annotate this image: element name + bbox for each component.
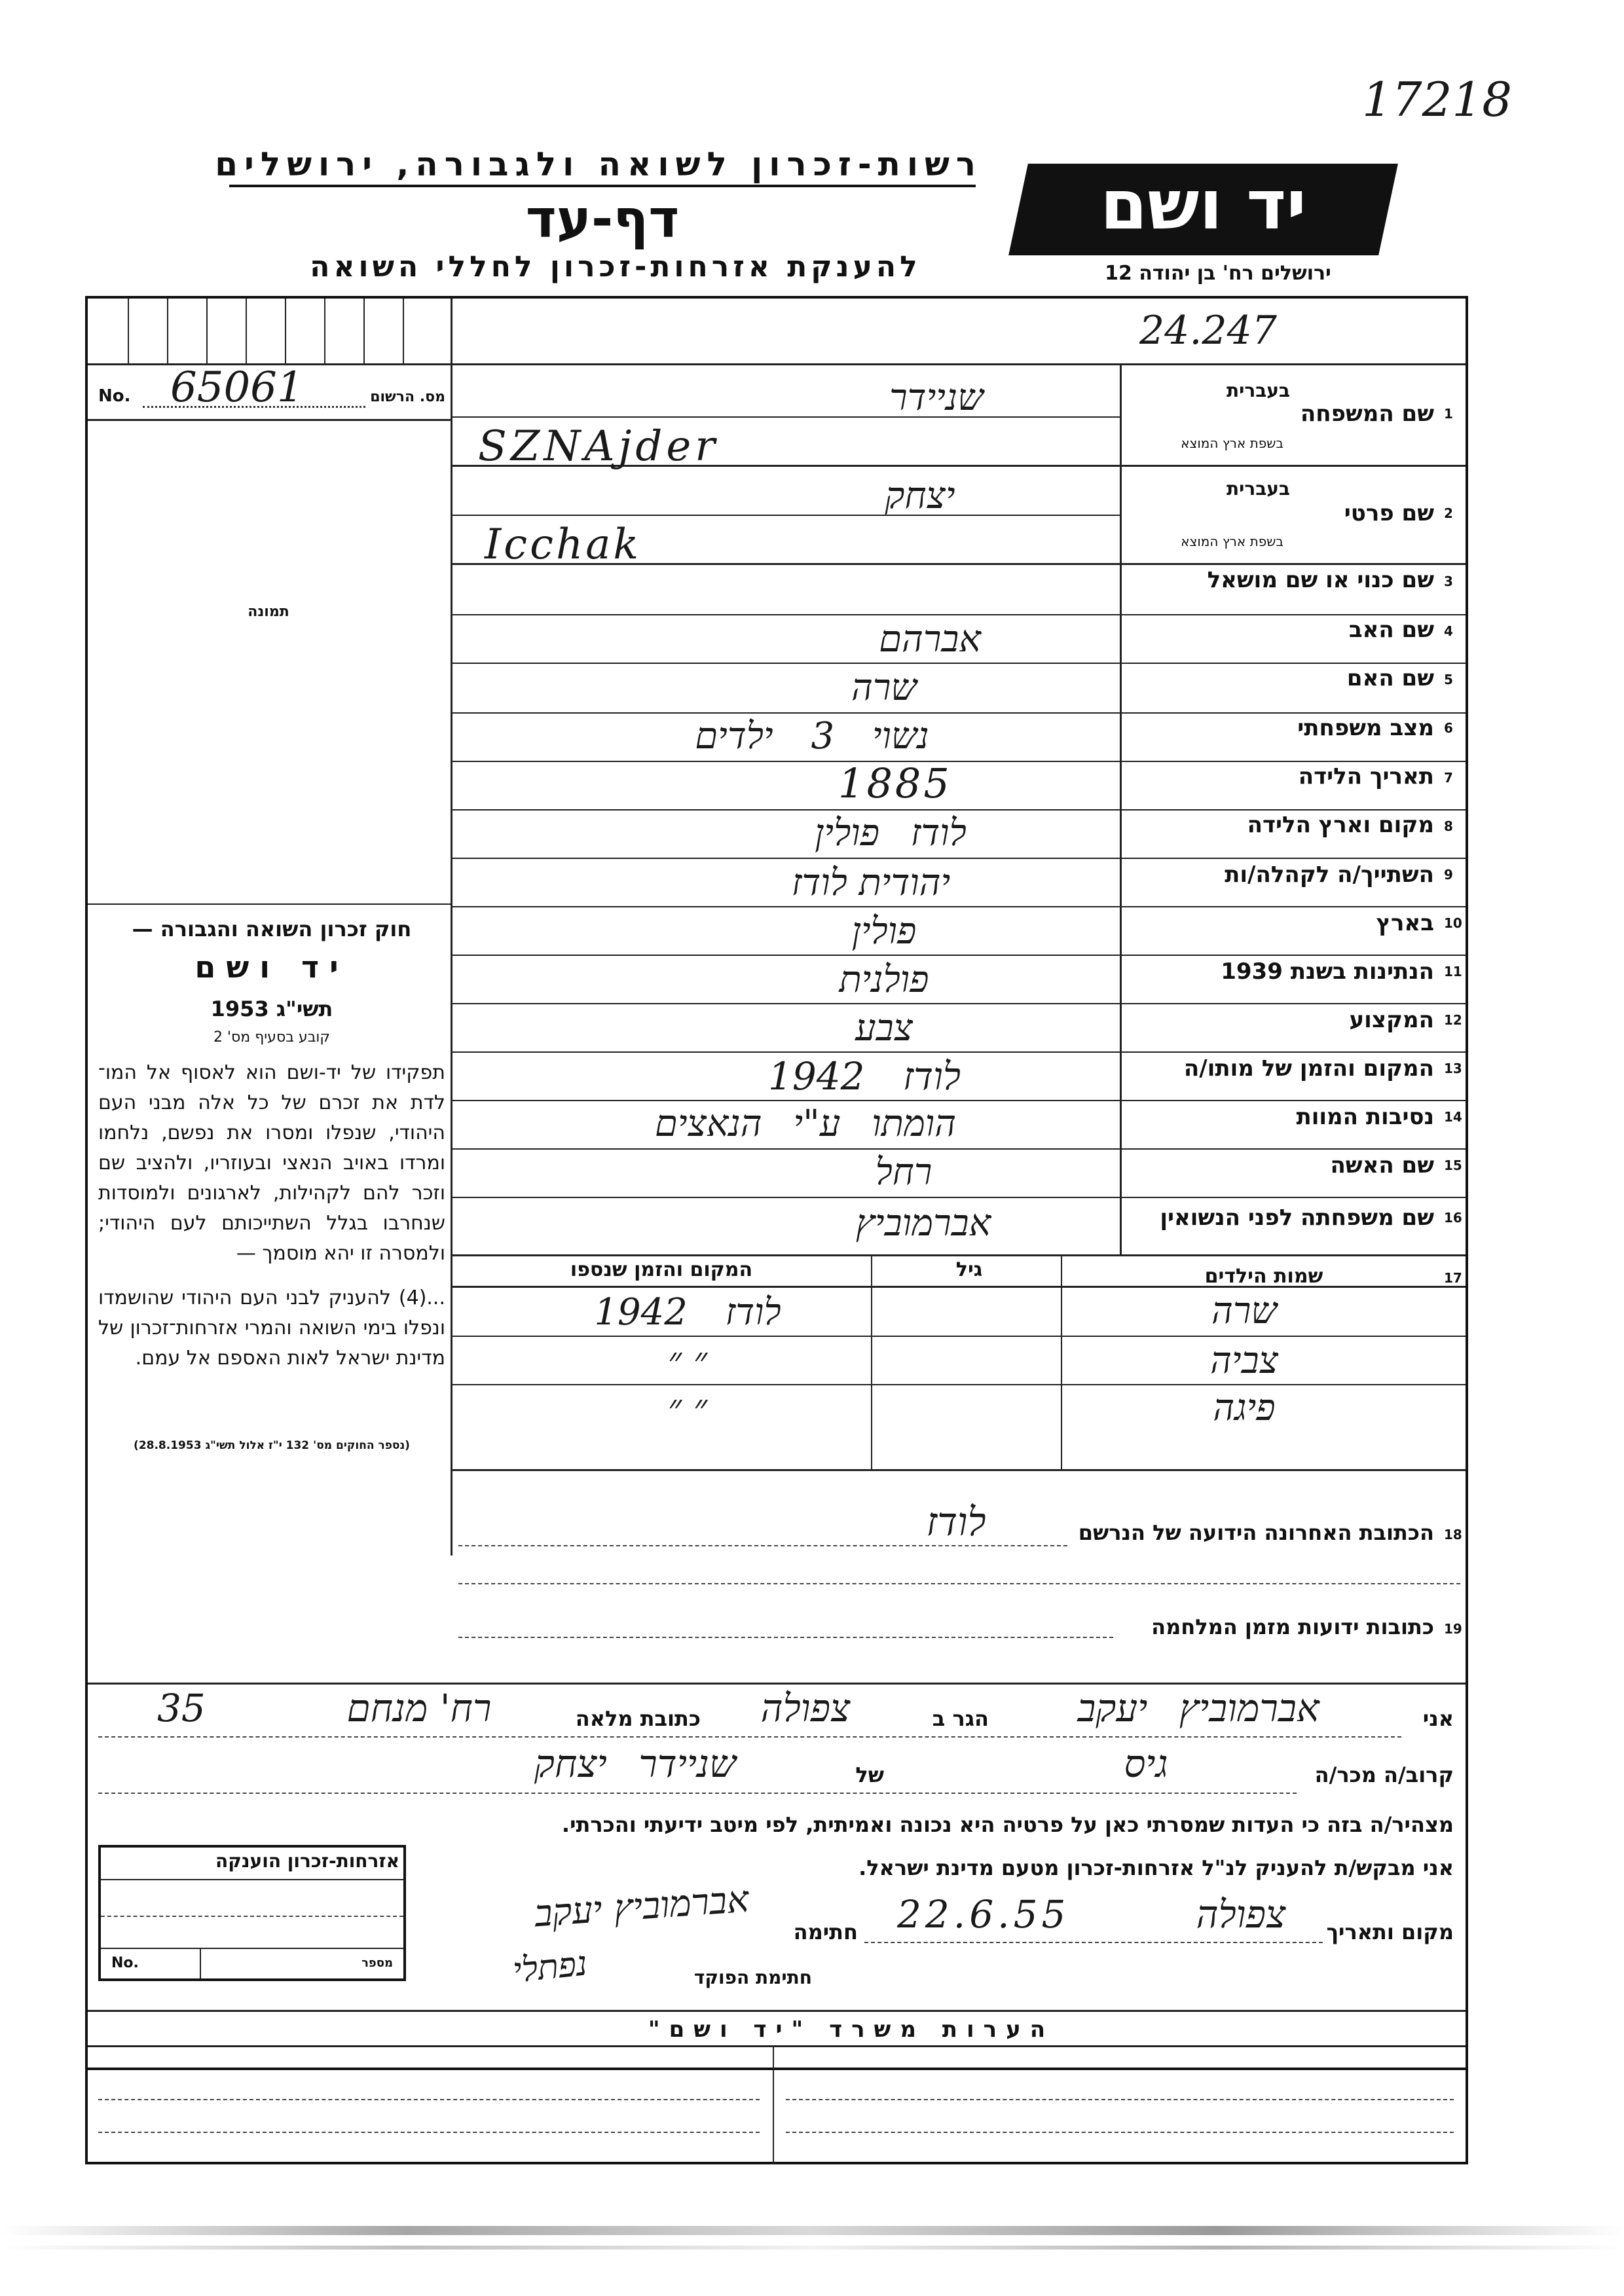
citizenship-divider	[200, 1949, 201, 1978]
field-14-value: הומתו ע"י הנאצים	[654, 1102, 957, 1145]
office-notes-box	[85, 2068, 1468, 2164]
field-16-number: 16	[1444, 1210, 1462, 1226]
field-divider	[452, 712, 1466, 714]
office-notes-line	[98, 2099, 760, 2100]
child-2-place: ״ ״	[667, 1339, 708, 1382]
field-18-dashline-2	[458, 1583, 1460, 1584]
decl-relation: גיס	[1124, 1741, 1168, 1786]
field-2-sub2: בשפת ארץ המוצא	[1181, 534, 1283, 549]
field-1-sub1: בעברית	[1226, 380, 1290, 401]
children-row-line	[452, 1336, 1466, 1337]
form-subtitle: להענקת אזרחות-זכרון לחללי השואה	[310, 250, 921, 283]
declaration-top	[88, 1683, 1466, 1685]
field-divider	[452, 1003, 1466, 1004]
top-cell-divider	[324, 299, 325, 364]
office-notes-line	[786, 2132, 1454, 2133]
child-1-place: לודז 1942	[594, 1291, 781, 1334]
field-12-label: המקצוע	[1349, 1007, 1434, 1033]
office-notes-line	[98, 2132, 760, 2133]
field-8-number: 8	[1444, 818, 1453, 834]
decl-officer-signature: נפתלי	[511, 1944, 589, 1991]
decl-full-address-label: כתובת מלאה	[575, 1706, 701, 1731]
field-3-label: שם כנוי או שם מושאל	[1207, 567, 1434, 593]
children-col-names: שמות הילדים	[1204, 1265, 1323, 1288]
citizenship-title: אזרחות-זכרון הוענקה	[215, 1850, 399, 1872]
field-divider	[452, 906, 1466, 907]
scan-shadow-2	[0, 2246, 1624, 2250]
field-11-label: הנתינות בשנת 1939	[1221, 958, 1434, 985]
children-number: 17	[1444, 1270, 1462, 1286]
registration-number: 65061	[170, 363, 304, 412]
field-divider	[452, 955, 1466, 956]
scan-shadow	[0, 2226, 1624, 2235]
office-notes-divider	[773, 2045, 774, 2069]
field-19-number: 19	[1444, 1621, 1462, 1637]
decl-line-1	[98, 1736, 1401, 1738]
photo-label: תמונה	[248, 604, 289, 620]
decl-signature-label: חתימה	[793, 1920, 858, 1944]
field-divider	[452, 1254, 1466, 1256]
top-cell-divider	[246, 299, 247, 364]
field-18-dashline	[458, 1545, 1067, 1546]
field-8-label: מקום וארץ הלידה	[1247, 812, 1434, 838]
decl-statement-1: מצהיר/ה בזה כי העדות שמסרתי כאן על פרטיה היא נכונה ואמיתית, לפי מיטב ידיעתי והכרתי.	[561, 1812, 1454, 1837]
field-14-label: נסיבות המוות	[1296, 1104, 1434, 1130]
field-7-number: 7	[1444, 770, 1453, 786]
field-13-label: המקום והזמן של מותו/ה	[1183, 1055, 1434, 1082]
decl-of-label: של	[855, 1762, 884, 1787]
field-1-number: 1	[1444, 406, 1453, 422]
field-3-number: 3	[1444, 574, 1453, 589]
field-divider	[452, 761, 1466, 762]
logo-text: יד ושם	[1100, 165, 1306, 245]
field-11-number: 11	[1444, 964, 1462, 979]
logo-address: ירושלים רח' בן יהודה 12	[1105, 262, 1331, 285]
field-13-value: לודז 1942	[767, 1054, 961, 1099]
top-cell-divider	[206, 299, 208, 364]
decl-place-date-label: מקום ותאריך	[1326, 1920, 1454, 1944]
child-3-place: ״ ״	[667, 1387, 708, 1429]
top-cell-divider	[363, 299, 365, 364]
decl-line-2	[98, 1793, 1297, 1794]
children-table-bottom	[452, 1469, 1466, 1471]
decl-resides: הגר ב	[932, 1706, 989, 1731]
field-16-value: אברמוביץ	[855, 1202, 991, 1245]
org-line: רשות-זכרון לשואה ולגבורה, ירושלים	[215, 145, 982, 183]
field-4-number: 4	[1444, 623, 1453, 639]
decl-witness-name: אברמוביץ יעקב	[1077, 1686, 1320, 1730]
field-divider	[452, 1148, 1466, 1150]
children-col-place: המקום והזמן שנספו	[570, 1258, 753, 1281]
field-15-value: רחל	[875, 1151, 932, 1194]
field-10-label: בארץ	[1376, 910, 1434, 936]
child-3-name: פיגה	[1213, 1387, 1276, 1429]
archive-number: 17218	[1362, 72, 1513, 127]
children-row-line	[452, 1384, 1466, 1385]
field-1-value-latin: SZNAjder	[478, 422, 719, 471]
field-divider	[452, 663, 1466, 664]
decl-signature: אברמוביץ יעקב	[533, 1878, 750, 1936]
office-notes-top	[88, 2010, 1466, 2012]
decl-street: רח' מנחם	[346, 1686, 492, 1730]
field-2-value-latin: Icchak	[485, 520, 642, 569]
children-col-divider	[871, 1256, 872, 1469]
org-underline	[229, 185, 976, 187]
registration-top-number: 24.247	[1139, 308, 1277, 354]
left-column-divider	[451, 299, 452, 1556]
field-1-sub2: בשפת ארץ המוצא	[1181, 435, 1283, 451]
decl-statement-2: אני מבקש/ת להעניק לנ"ל אזרחות-זכרון מטעם מדינת ישראל.	[858, 1855, 1454, 1880]
field-10-value: פולין	[851, 910, 917, 953]
field-19-label: כתובות ידועות מזמן המלחמה	[1151, 1614, 1434, 1639]
field-15-label: שם האשה	[1330, 1152, 1434, 1178]
registration-dots	[143, 406, 365, 408]
field-9-label: השתייך/ה לקהלה/ות	[1225, 862, 1434, 888]
field-4-label: שם האב	[1348, 617, 1434, 643]
field-divider	[452, 1100, 1466, 1101]
decl-house-no: 35	[157, 1686, 206, 1730]
child-1-name: שרה	[1211, 1290, 1277, 1332]
registration-no-label: No.	[98, 386, 131, 406]
field-13-number: 13	[1444, 1061, 1462, 1076]
field-12-number: 12	[1444, 1012, 1462, 1028]
law-footnote: (נספר החוקים מס' 132 י"ז אלול תשי"ג 28.8.1953)	[134, 1439, 410, 1452]
office-notes-line	[786, 2099, 1454, 2100]
decl-officer-label: חתימת הפוקד	[693, 1967, 812, 1988]
law-title: חוק זכרון השואה והגבורה —	[132, 917, 412, 941]
top-cell-divider	[403, 299, 404, 364]
office-notes-center-divider	[773, 2068, 774, 2164]
field-divider	[452, 858, 1466, 859]
law-box-top	[88, 903, 452, 905]
field-6-value: נשוי 3 ילדים	[695, 715, 929, 757]
law-clause: קובע בסעיף מס' 2	[213, 1029, 331, 1046]
citizenship-number-label: מספר	[361, 1956, 393, 1970]
field-2-value-hebrew: יצחק	[885, 475, 955, 517]
field-5-number: 5	[1444, 672, 1453, 687]
photo-area-top	[88, 419, 452, 421]
field-2-label: שם פרטי	[1344, 500, 1434, 526]
field-1-label: שם המשפחה	[1300, 401, 1434, 427]
field-divider	[452, 1051, 1466, 1053]
decl-date: 22.6.55	[897, 1892, 1070, 1937]
field-18-value: לודז	[926, 1499, 986, 1545]
field-8-value: לודז פולין	[815, 812, 967, 854]
field-1-value-hebrew: שניידר	[889, 376, 984, 419]
decl-subject: שניידר יצחק	[534, 1741, 737, 1786]
top-cell-divider	[285, 299, 286, 364]
child-2-name: צביה	[1210, 1339, 1278, 1382]
top-cell-divider	[128, 299, 129, 364]
field-9-number: 9	[1444, 867, 1453, 883]
field-18-label: הכתובת האחרונה הידועה של הנרשם	[1078, 1520, 1434, 1545]
field-12-value: צבע	[855, 1007, 913, 1049]
citizenship-no-label: No.	[111, 1955, 139, 1971]
children-header-bottom	[452, 1286, 1466, 1288]
field-7-label: תאריך הלידה	[1298, 763, 1434, 790]
decl-line-3	[864, 1942, 1323, 1943]
citizenship-no-line	[101, 1948, 403, 1949]
form-title: דף-עד	[525, 189, 680, 249]
law-name: יד ושם	[194, 949, 349, 985]
field-7-value: 1885	[838, 759, 952, 807]
registration-label: מס. הרשום	[370, 389, 445, 405]
field-10-number: 10	[1444, 915, 1462, 931]
field-18-number: 18	[1444, 1527, 1462, 1542]
law-body: תפקידו של יד-ושם הוא לאסוף אל המו־ לדת את זכרם של כל אלה מבני העם היהודי, שנפלו ומסרו את נפשם, נלחמו ומרדו באויב הנאצי ובעוזריו, ולהציב שם וזכר להם לקהילות, לארגונים ולמוסדות שנחרבו בגלל השתייכותם לעם היהודי; ולמסרה זו יהא מוסמך —	[98, 1061, 445, 1265]
decl-city: צפולה	[760, 1686, 851, 1730]
field-divider	[452, 614, 1466, 615]
field-15-number: 15	[1444, 1157, 1462, 1173]
field-divider	[452, 809, 1466, 811]
top-cell-divider	[167, 299, 168, 364]
field-14-number: 14	[1444, 1109, 1462, 1125]
field-6-number: 6	[1444, 720, 1453, 736]
decl-relation-label: קרוב/ה מכר/ה	[1314, 1762, 1454, 1787]
field-4-value: אברהם	[879, 618, 981, 661]
citizenship-title-line	[101, 1879, 403, 1880]
children-col-age: גיל	[955, 1258, 983, 1281]
children-col-divider	[1061, 1256, 1062, 1469]
field-6-label: מצב משפחתי	[1297, 715, 1434, 741]
citizenship-dash	[101, 1916, 403, 1917]
field-16-label: שם משפחתה לפני הנשואין	[1160, 1205, 1434, 1231]
decl-ani: אני	[1422, 1706, 1454, 1731]
law-item-4: ...(4) להעניק לבני העם היהודי שהושמדו ונפלו בימי השואה והמרי אזרחות־זכרון של מדינת ישראל לאות האספם אל עמם.	[98, 1286, 445, 1370]
field-19-dashline	[458, 1637, 1113, 1638]
law-year: תשי"ג 1953	[210, 996, 333, 1021]
decl-place: צפולה	[1196, 1892, 1286, 1937]
field-5-label: שם האם	[1346, 665, 1434, 691]
office-notes-header-line	[88, 2045, 1466, 2047]
field-5-value: שרה	[851, 666, 917, 709]
office-notes-title: הערות משרד "יד ושם"	[648, 2016, 1055, 2043]
field-11-value: פולנית	[839, 958, 929, 1001]
field-2-number: 2	[1444, 505, 1453, 521]
field-2-sub1: בעברית	[1226, 478, 1290, 500]
field-9-value: יהודית לודז	[791, 862, 951, 904]
field-divider	[452, 1197, 1466, 1198]
